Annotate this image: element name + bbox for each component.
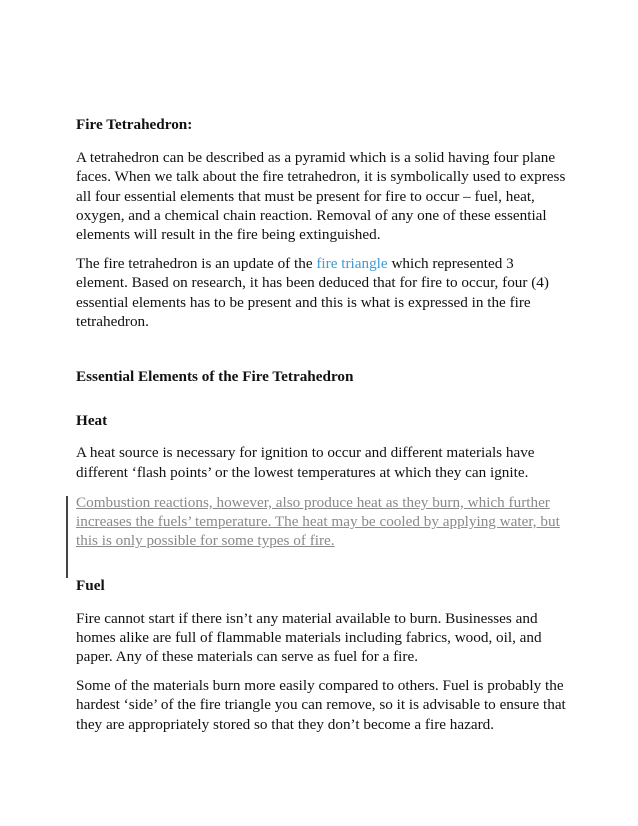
tetrahedron-description-paragraph: A tetrahedron can be described as a pyramid which is a solid having four plane faces. When we talk about the fire tetrahedron, it is symbolically used to express all four essential elements that must be present for fire to occur – fuel, heat, oxygen, and a chemical chain reaction. Removal of any one of these essential elements will result in the fire being extinguished. <box>76 149 566 244</box>
heat-heading: Heat <box>76 412 108 430</box>
combustion-quote-paragraph[interactable]: Combustion reactions, however, also produce heat as they burn, which further increases the fuels’ temperature. The heat may be cooled by applying water, but this is only possible for some types of fire. <box>76 493 560 550</box>
paragraph-text-before-link: The fire tetrahedron is an update of the <box>76 255 317 273</box>
essential-elements-heading: Essential Elements of the Fire Tetrahedron <box>76 368 354 386</box>
paragraph-text-after-link: which represented 3 element. Based on research, it has been deduced that for fire to occur, four (4) essential elements has to be present and this is what is expressed in the fire tetrahedron. <box>76 255 549 330</box>
fuel-description-paragraph: Fire cannot start if there isn’t any material available to burn. Businesses and homes alike are full of flammable materials including fabrics, wood, oil, and paper. Any of these materials can serve as fuel for a fire. <box>76 609 542 666</box>
fuel-storage-paragraph: Some of the materials burn more easily compared to others. Fuel is probably the hardest ‘side’ of the fire triangle you can remove, so it is advisable to ensure that they are appropriately stored so that they don’t become a fire hazard. <box>76 677 566 733</box>
tetrahedron-update-paragraph <box>76 254 566 331</box>
heat-description-paragraph: A heat source is necessary for ignition to occur and different materials have different ‘flash points’ or the lowest temperatures at which they can ignite. <box>76 444 535 481</box>
document-page <box>76 115 566 734</box>
quote-bar <box>66 496 68 578</box>
fire-tetrahedron-heading: Fire Tetrahedron: <box>76 116 193 133</box>
fuel-heading: Fuel <box>76 577 105 595</box>
fire-triangle-link[interactable]: fire triangle <box>316 255 388 273</box>
heat-quote-block <box>76 493 566 551</box>
